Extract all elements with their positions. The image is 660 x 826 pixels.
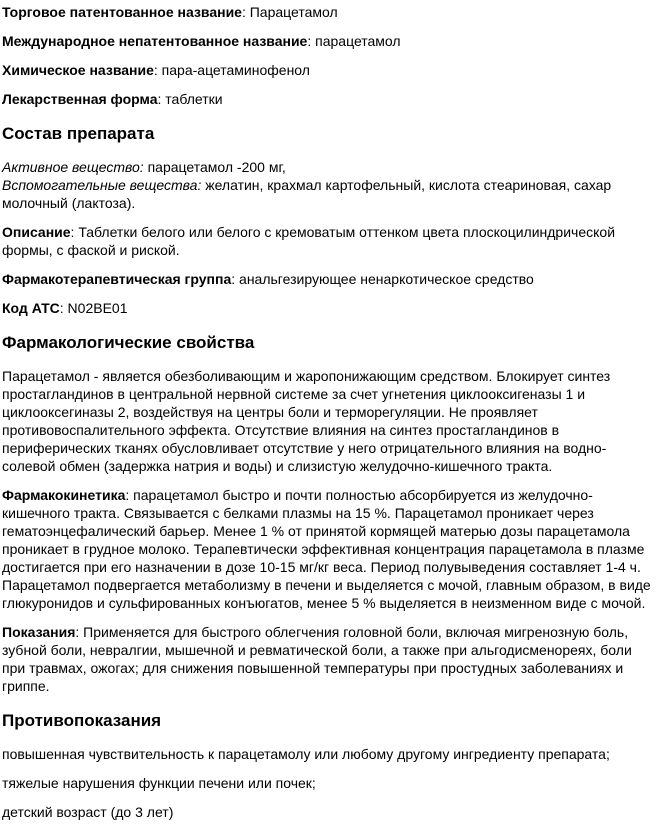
field-label: Описание: [2, 224, 71, 240]
field-value: : анальгезирующее ненаркотическое средство: [231, 271, 534, 287]
excipients-value: желатин, крахмал картофельный, кислота стеариновая, сахар молочный (лактоза).: [2, 177, 612, 211]
field-description: [2, 223, 652, 259]
field-value: : Применяется для быстрого облегчения головной боли, включая мигренозную боль, зубной боли, невралгии, мышечной и ревматической боли, а также при альгодисменореях, боли при травмах, ожогах; для снижения повышенной температуры при простудных заболеваниях и гриппе.: [2, 624, 632, 694]
list-item: детский возраст (до 3 лет): [2, 804, 174, 820]
field-value: : пара-ацетаминофенол: [153, 62, 310, 78]
field-label: Код АТС: [2, 300, 60, 316]
pharmacology-heading: Фармакологические свойства: [2, 333, 255, 352]
active-substance-value: парацетамол -200 мг,: [143, 159, 286, 175]
field-label: Торговое патентованное название: [2, 4, 242, 20]
field-atc-code: [2, 299, 652, 317]
list-item: повышенная чувствительность к парацетамолу или любому другому ингредиенту препарата;: [2, 746, 610, 762]
field-value: : парацетамол: [307, 33, 401, 49]
pharmacology-text: Парацетамол - является обезболивающим и жаропонижающим средством. Блокирует синтез простагландинов в центральной нервной системе за счет угнетения циклооксигеназы 1 и циклооксегиназы 2, воздействуя на центры боли и терморегуляции. Не проявляет противовоспалительного эффекта. Отсутствие влияния на синтез простагландинов в периферических тканях обусловливает отсутствие у него отрицательного влияния на водно-солевой обмен (задержка натрия и воды) и слизистую желудочно-кишечного тракта.: [2, 368, 611, 474]
field-label: Показания: [2, 624, 76, 640]
field-label: Фармакотерапевтическая группа: [2, 271, 232, 287]
excipients-label: Вспомогательные вещества:: [2, 177, 202, 193]
field-pharmacokinetics: [2, 486, 652, 612]
active-substance-label: Активное вещество:: [2, 159, 144, 175]
field-pharm-group: [2, 270, 652, 288]
field-label: Химическое название: [2, 62, 154, 78]
field-value: : N02BE01: [59, 300, 128, 316]
contraindications-heading: Противопоказания: [2, 711, 162, 730]
list-item: тяжелые нарушения функции печени или почек;: [2, 775, 316, 791]
field-dosage-form: [2, 90, 652, 108]
composition-text: [2, 158, 652, 212]
field-label: Лекарственная форма: [2, 91, 158, 107]
field-value: : таблетки: [157, 91, 223, 107]
composition-heading: Состав препарата: [2, 124, 155, 143]
field-label: Международное непатентованное название: [2, 33, 308, 49]
field-inn: [2, 32, 652, 50]
field-chemical-name: [2, 61, 652, 79]
field-trade-name: [2, 3, 652, 21]
field-value: : Таблетки белого или белого с кремоватым оттенком цвета плоскоцилиндрической формы, с фаской и риской.: [2, 224, 616, 258]
field-indications: [2, 623, 652, 695]
field-value: : Парацетамол: [241, 4, 338, 20]
field-label: Фармакокинетика: [2, 487, 126, 503]
field-value: : парацетамол быстро и почти полностью абсорбируется из желудочно-кишечного тракта. Связывается с белками плазмы на 15 %. Парацетамол проникает через гематоэнцефалический барьер. Менее 1 % от принятой кормящей матерью дозы парацетамола проникает в грудное молоко. Терапевтически эффективная концентрация парацетамола в плазме достигается при его назначении в дозе 10-15 мг/кг веса. Период полувыведения составляет 1-4 ч. Парацетамол подвергается метаболизму в печени и выделяется с мочой, главным образом, в виде глюкуронидов и сульфированных конъюгатов, менее 5 % выделяется в неизменном виде с мочой.: [2, 487, 651, 611]
